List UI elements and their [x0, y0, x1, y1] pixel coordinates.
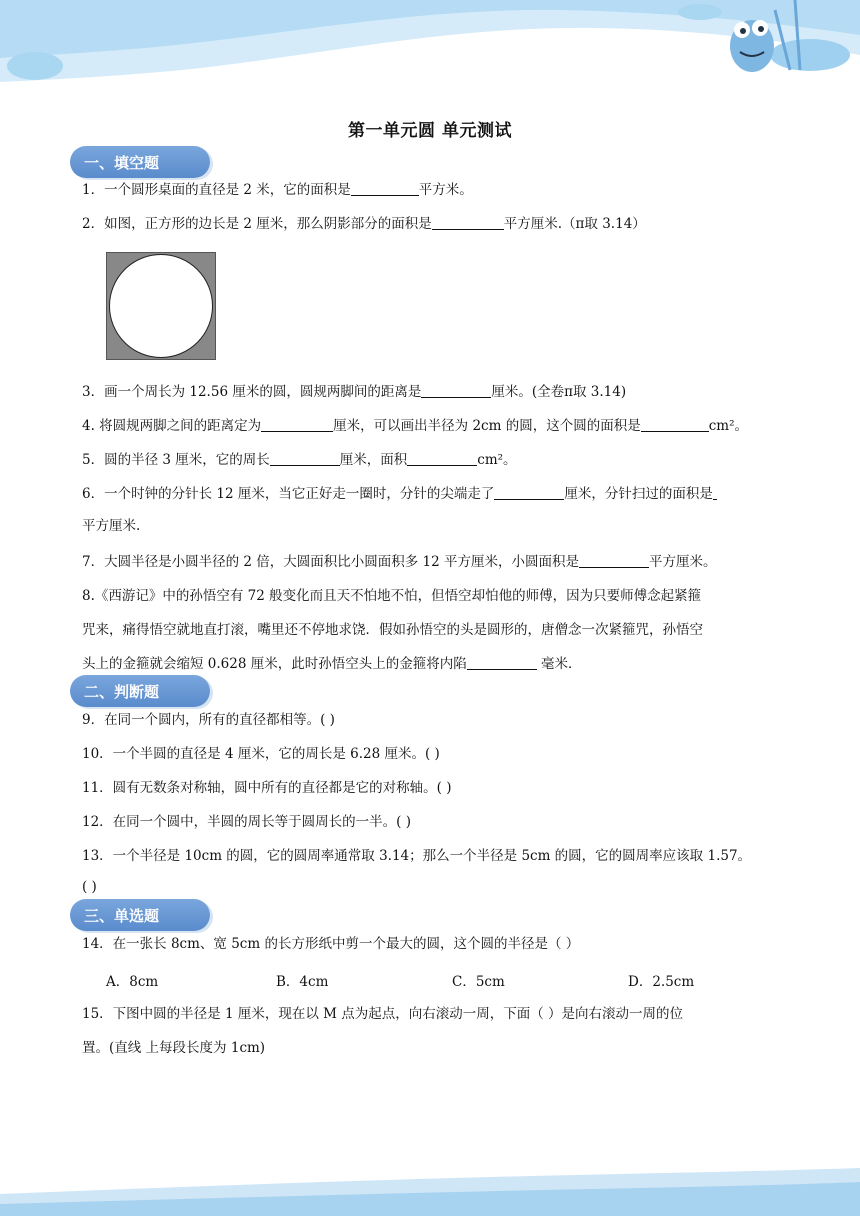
answer-blank[interactable] — [494, 485, 564, 500]
question-12: 12．在同一个圆中，半圆的周长等于圆周长的一半。( ) — [82, 814, 412, 830]
question-3: 3．画一个周长为 12.56 厘米的圆，圆规两脚间的距离是 厘米。(全卷π取 3.14) — [82, 384, 627, 400]
answer-blank[interactable] — [270, 451, 340, 466]
question-15-line1: 15．下图中圆的半径是 1 厘米，现在以 M 点为起点，向右滚动一周，下面（ ）是向右滚动一周的位 — [82, 1006, 684, 1022]
section-header-fill — [70, 146, 215, 180]
section-label: 二、判断题 — [84, 683, 160, 701]
question-9: 9．在同一个圆内，所有的直径都相等。( ) — [82, 712, 335, 728]
answer-blank[interactable] — [641, 417, 709, 432]
question-15-line2: 置。(直线 上每段长度为 1cm) — [82, 1040, 266, 1056]
question-6-cont: 平方厘米. — [82, 518, 141, 534]
question-10: 10．一个半圆的直径是 4 厘米，它的周长是 6.28 厘米。( ) — [82, 746, 440, 762]
square-circle-figure — [106, 252, 216, 360]
question-8-line1: 8.《西游记》中的孙悟空有 72 般变化而且天不怕地不怕，但悟空却怕他的师傅，因为只要师傅念起紧箍 — [82, 588, 702, 604]
question-14: 14．在一张长 8cm、宽 5cm 的长方形纸中剪一个最大的圆，这个圆的半径是（ ） — [82, 936, 580, 952]
option-c[interactable]: C．5cm — [452, 974, 505, 990]
section-label: 一、填空题 — [84, 154, 160, 172]
question-2: 2．如图，正方形的边长是 2 厘米，那么阴影部分的面积是 平方厘米.（π取 3.14） — [82, 216, 646, 232]
top-banner — [0, 0, 860, 120]
question-11: 11．圆有无数条对称轴，圆中所有的直径都是它的对称轴。( ) — [82, 780, 452, 796]
question-8-line3: 头上的金箍就会缩短 0.628 厘米，此时孙悟空头上的金箍将内陷 毫米． — [82, 656, 582, 672]
answer-blank[interactable] — [407, 451, 477, 466]
section-header-choice — [70, 899, 215, 933]
option-d[interactable]: D．2.5cm — [628, 974, 695, 990]
answer-blank[interactable] — [421, 383, 491, 398]
section-label: 三、单选题 — [84, 907, 160, 925]
option-a[interactable]: A．8cm — [106, 974, 159, 990]
question-6: 6．一个时钟的分针长 12 厘米，当它正好走一圈时，分针的尖端走了 厘米，分针扫过的面积是 — [82, 484, 717, 504]
answer-blank[interactable] — [579, 553, 649, 568]
question-13-line1: 13．一个半径是 10cm 的圆，它的圆周率通常取 3.14；那么一个半径是 5cm 的圆，它的圆周率应该取 1.57。 — [82, 848, 752, 864]
answer-blank[interactable] — [467, 655, 537, 670]
question-1: 1．一个圆形桌面的直径是 2 米，它的面积是 平方米。 — [82, 182, 473, 198]
bottom-banner — [0, 1156, 860, 1216]
question-4: 4. 将圆规两脚之间的距离定为 厘米，可以画出半径为 2cm 的圆，这个圆的面积是 cm²。 — [82, 418, 748, 434]
option-b[interactable]: B．4cm — [276, 974, 329, 990]
answer-blank[interactable] — [432, 215, 504, 230]
question-5: 5．圆的半径 3 厘米，它的周长 厘米，面积 cm²。 — [82, 452, 517, 468]
page-title: 第一单元圆 单元测试 — [348, 121, 512, 141]
answer-blank[interactable] — [713, 485, 717, 500]
answer-blank[interactable] — [351, 181, 419, 196]
question-7: 7．大圆半径是小圆半径的 2 倍，大圆面积比小圆面积多 12 平方厘米，小圆面积是 平方厘米。 — [82, 554, 717, 570]
answer-blank[interactable] — [261, 417, 333, 432]
inscribed-circle — [109, 254, 213, 358]
lily-pad-left — [7, 52, 63, 80]
question-13-line2: ( ) — [82, 879, 97, 895]
section-header-judge — [70, 675, 215, 709]
question-8-line2: 咒来，痛得悟空就地直打滚，嘴里还不停地求饶．假如孙悟空的头是圆形的，唐僧念一次紧箍咒，孙悟空 — [82, 622, 703, 638]
